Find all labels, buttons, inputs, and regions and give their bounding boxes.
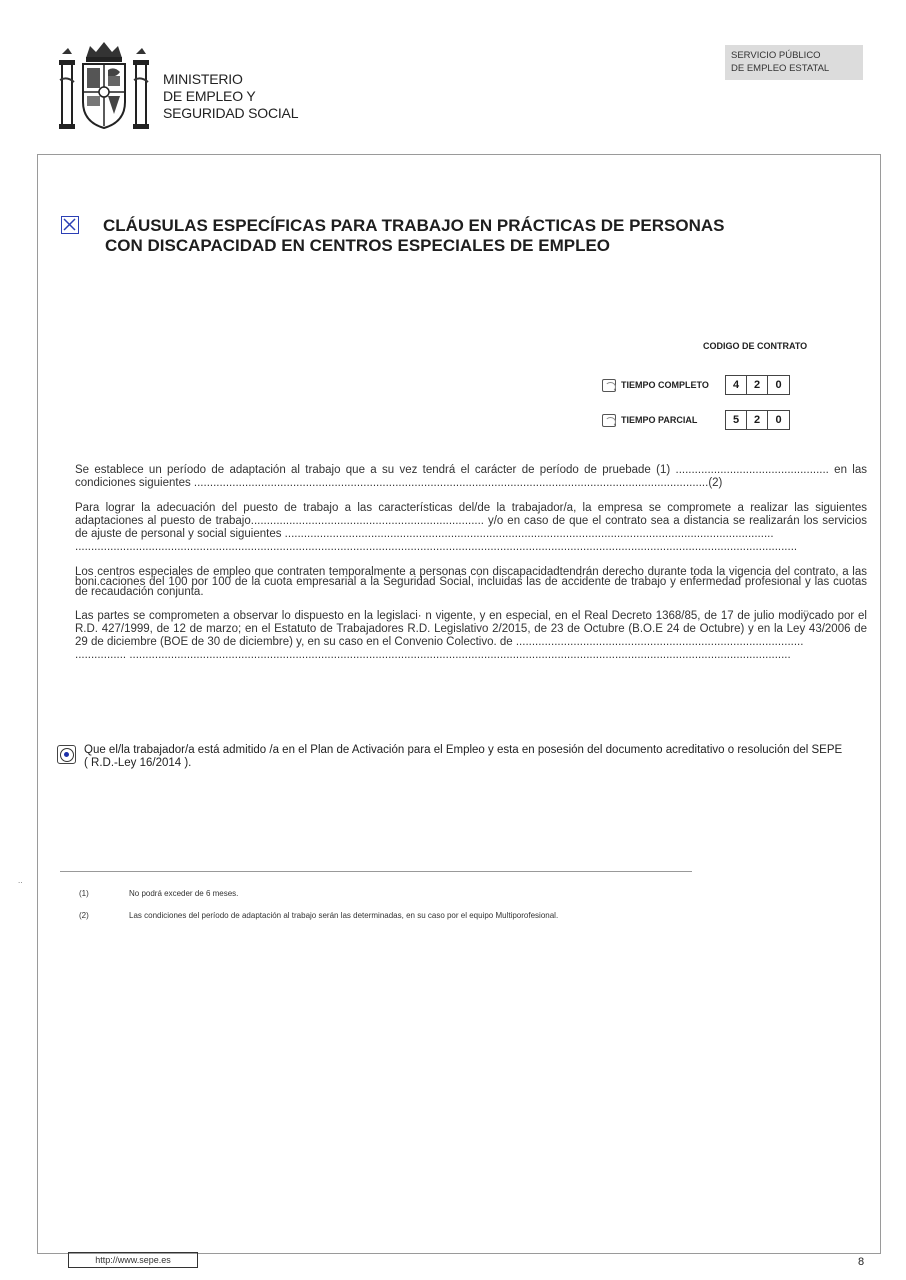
part-time-code	[725, 410, 790, 430]
full-time-code	[725, 375, 790, 395]
website-link[interactable]: http://www.sepe.es	[68, 1252, 198, 1268]
dotted-fill-line: ..................................................................................................................................................................................................................................	[75, 541, 798, 553]
coat-of-arms-logo	[56, 40, 152, 132]
clause-bonuses	[75, 567, 867, 597]
part-time-label: TIEMPO PARCIAL	[621, 415, 698, 425]
code-digit: 2	[747, 411, 768, 429]
page-number: 8	[858, 1256, 865, 1268]
clause-paragraph: Se establece un período de adaptación al trabajo que a su vez tendrá el carácter de período de pruebade (1) ................................................ en las condiciones siguientes .................................................................................................................................................................(2)	[75, 464, 867, 489]
clause-type-checkbox[interactable]	[61, 216, 79, 234]
full-time-radio[interactable]	[602, 379, 616, 392]
contract-code-heading: CODIGO DE CONTRATO	[703, 341, 808, 351]
code-digit: 0	[775, 379, 782, 391]
section-title-line: CON DISCAPACIDAD EN CENTROS ESPECIALES DE EMPLEO	[105, 236, 611, 255]
section-title-line: CLÁUSULAS ESPECÍFICAS PARA TRABAJO EN PRÁCTICAS DE PERSONAS	[103, 216, 725, 235]
footnote-number: (1)	[79, 889, 89, 898]
part-time-radio[interactable]	[602, 414, 616, 427]
x-mark-icon	[62, 217, 77, 232]
clause-adaptation-period	[75, 464, 867, 490]
activation-plan-text	[84, 744, 869, 770]
clause-workplace-adaptation	[75, 502, 867, 554]
dotted-fill-line: ................ ...............................................................................................................................................................................................................	[75, 649, 791, 661]
footnote-divider	[60, 871, 692, 872]
clause-legislation	[75, 610, 867, 662]
activation-plan-line: ( R.D.-Ley 16/2014 ).	[84, 757, 192, 769]
code-digit: 5	[726, 411, 747, 429]
section-title	[103, 216, 725, 256]
code-digit: 4	[726, 376, 747, 394]
activation-plan-line: Que el/la trabajador/a está admitido /a en el Plan de Activación para el Empleo y esta en posesión del documento acreditativo o resolución del SEPE	[84, 744, 843, 756]
code-digit: 2	[747, 376, 768, 394]
footnote-number: (2)	[79, 911, 89, 920]
activation-plan-radio[interactable]	[57, 745, 76, 764]
footnote-text: Las condiciones del período de adaptación al trabajo serán las determinadas, en su caso por el equipo Multiporofesional.	[129, 911, 559, 920]
ministry-line: MINISTERIO	[163, 71, 243, 87]
form-frame	[37, 154, 881, 1254]
clause-paragraph: Para lograr la adecuación del puesto de trabajo a las características del/de la trabajador/a, la empresa se compromete a realizar las siguientes adaptaciones al puesto de trabajo......................................................................... y/o en caso de que el contrato sea a distancia se realizarán los servicios de ajuste de personal y social siguientes .........................................................................................................................................................	[75, 502, 867, 540]
clause-paragraph: Los centros especiales de empleo que contraten temporalmente a personas con discapacidadtendrán derecho durante toda la vigencia del contrato, a las boni.caciones del 100 por 100 de la cuota empresarial a la Seguridad Social, incluidas las de accidente de trabajo y enfermedad profesional y las cuotas de recaudación conjunta.	[75, 566, 867, 598]
side-mark: ..	[18, 876, 23, 885]
ministry-line: SEGURIDAD SOCIAL	[163, 105, 299, 121]
ministry-line: DE EMPLEO Y	[163, 88, 256, 104]
footnote-text: No podrá exceder de 6 meses.	[129, 889, 239, 898]
ministry-name	[163, 71, 298, 122]
code-digit: 0	[775, 414, 782, 426]
full-time-label: TIEMPO COMPLETO	[621, 380, 709, 390]
service-line: SERVICIO PÚBLICO	[731, 50, 821, 61]
service-badge	[725, 45, 863, 80]
service-line: DE EMPLEO ESTATAL	[731, 63, 830, 74]
clause-paragraph: Las partes se comprometen a observar lo dispuesto en la legislaci· n vigente, y en especial, en el Real Decreto 1368/85, de 17 de julio modiÿcado por el R.D. 427/1999, de 12 de marzo; en el Estatuto de Trabajadores R.D. Legislativo 2/2015, de 23 de Octubre (B.O.E 24 de Octubre) y en la Ley 43/2006 de 29 de diciembre (BOE de 30 de diciembre) y, en su caso en el Convenio Colectivo. de ..........................................................................................	[75, 610, 867, 648]
